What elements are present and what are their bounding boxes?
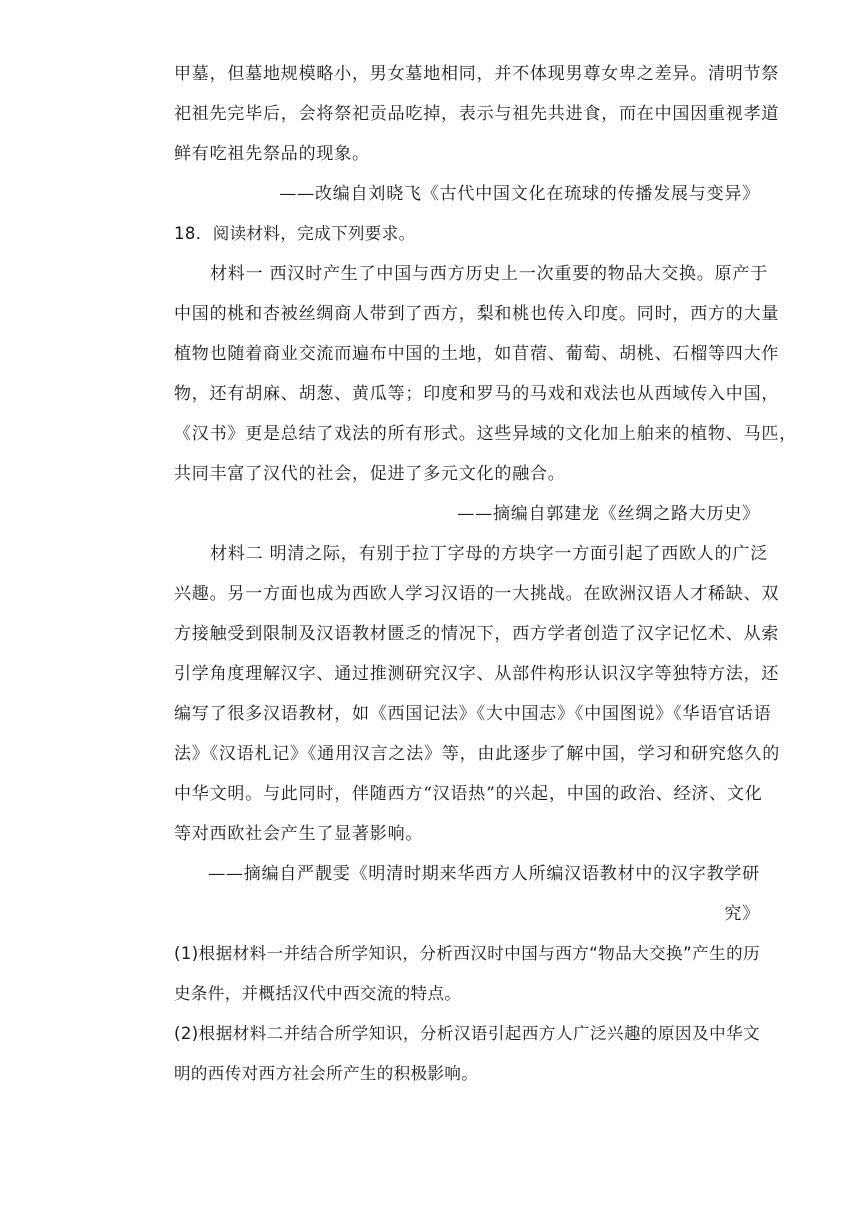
material-1-line: 共同丰富了汉代的社会，促进了多元文化的融合。 (174, 464, 566, 484)
passage-line: 鲜有吃祖先祭品的现象。 (174, 144, 370, 164)
sub-question-2-line: 明的西传对西方社会所产生的积极影响。 (174, 1064, 479, 1083)
material-1-line: 《汉书》更是总结了戏法的所有形式。这些异域的文化加上舶来的植物、马匹， (174, 424, 797, 444)
sub-question-2-line: (2)根据材料二并结合所学知识，分析汉语引起西方人广泛兴趣的原因及中华文 (174, 1024, 760, 1043)
material-1 (174, 254, 797, 494)
material-2-source-line: ——摘编自严靓雯《明清时期来华西方人所编汉语教材中的汉字教学研 (208, 864, 760, 884)
material-2-line: 中华文明。与此同时，伴随西方“汉语热”的兴起，中国的政治、经济、文化 (174, 784, 763, 804)
material-1-line: 物，还有胡麻、胡葱、黄瓜等；印度和罗马的马戏和戏法也从西域传入中国， (174, 384, 780, 404)
question-heading-line: 18．阅读材料，完成下列要求。 (174, 224, 416, 243)
material-2-line: 引学角度理解汉字、通过推测研究汉字、从部件构形认识汉字等独特方法，还 (174, 664, 780, 684)
page-content (174, 54, 797, 1094)
sub-question-2 (174, 1014, 760, 1094)
material-1-source-line: ——摘编自郭建龙《丝绸之路大历史》 (457, 504, 760, 524)
material-2 (174, 534, 780, 854)
passage-source (174, 174, 760, 214)
material-2-line: 等对西欧社会产生了显著影响。 (174, 824, 424, 844)
passage-line: 甲墓，但墓地规模略小，男女墓地相同，并不体现男尊女卑之差异。清明节祭 (174, 64, 780, 84)
question-18-heading (174, 214, 760, 254)
sub-question-1 (174, 934, 760, 1014)
material-1-source (174, 494, 760, 534)
material-1-line: 中国的桃和杏被丝绸商人带到了西方，梨和桃也传入印度。同时，西方的大量 (174, 304, 780, 324)
material-2-line: 方接触受到限制及汉语教材匮乏的情况下，西方学者创造了汉字记忆术、从索 (174, 624, 780, 644)
material-2-line: 兴趣。另一方面也成为西欧人学习汉语的一大挑战。在欧洲汉语人才稀缺、双 (174, 584, 780, 604)
passage-source-line: ——改编自刘晓飞《古代中国文化在琉球的传播发展与变异》 (279, 184, 760, 204)
material-2-line: 编写了很多汉语教材，如《西国记法》《大中国志》《中国图说》《华语官话语 (174, 704, 772, 724)
material-2-source-line: 究》 (724, 904, 760, 924)
passage-tail (174, 54, 780, 174)
material-2-line: 材料二 明清之际，有别于拉丁字母的方块字一方面引起了西欧人的广泛 (210, 544, 769, 564)
material-1-line: 材料一 西汉时产生了中国与西方历史上一次重要的物品大交换。原产于 (210, 264, 769, 284)
sub-question-1-line: (1)根据材料一并结合所学知识，分析西汉时中国与西方“物品大交换”产生的历 (174, 944, 760, 963)
sub-question-1-line: 史条件，并概括汉代中西交流的特点。 (174, 984, 462, 1003)
material-2-line: 法》《汉语札记》《通用汉言之法》等，由此逐步了解中国，学习和研究悠久的 (174, 744, 780, 764)
material-2-source (174, 854, 760, 934)
passage-line: 祀祖先完毕后，会将祭祀贡品吃掉，表示与祖先共进食，而在中国因重视孝道 (174, 104, 780, 124)
material-1-line: 植物也随着商业交流而遍布中国的土地，如苜蓿、葡萄、胡桃、石榴等四大作 (174, 344, 780, 364)
